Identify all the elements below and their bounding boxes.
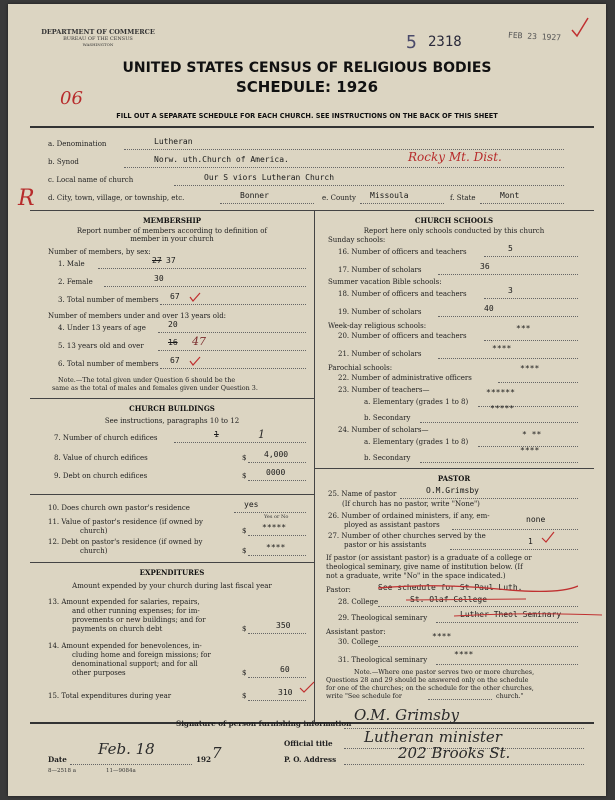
q8-value-label: 8. Value of church edifices	[54, 454, 148, 462]
census-schedule-page	[8, 4, 606, 796]
pastor-note-blank	[428, 699, 492, 700]
church-schools-subheading: Report here only schools conducted by this church	[363, 227, 545, 235]
department-name: DEPARTMENT OF COMMERCE	[41, 28, 155, 36]
pastor-heading: PASTOR	[437, 474, 471, 483]
q16-label: 16. Number of officers and teachers	[338, 248, 467, 256]
q2-female-label: 2. Female	[58, 278, 93, 286]
q21-line	[438, 358, 578, 359]
q1-struck-value: 27	[152, 256, 162, 265]
q7-struck-value: 1	[214, 430, 219, 439]
q29-red-strike-icon	[454, 608, 604, 622]
graduate-instruction-2: theological seminary, give name of institution below. (If	[326, 563, 523, 571]
date-line	[70, 764, 192, 765]
official-title-value: Lutheran minister	[364, 728, 502, 746]
q1-line	[98, 268, 306, 269]
q23a-label: a. Elementary (grades 1 to 8)	[364, 398, 469, 406]
synod-value: Norw. uth.Church of America.	[154, 155, 289, 164]
q31-label: 31. Theological seminary	[338, 656, 428, 664]
denomination-label: a. Denomination	[48, 140, 107, 148]
q18-value: 3	[508, 286, 513, 295]
q14-dollar-sign: $	[242, 669, 247, 677]
date-label: Date	[48, 755, 67, 764]
church-buildings-subheading: See instructions, paragraphs 10 to 12	[104, 417, 240, 425]
q27-value: 1	[528, 537, 533, 546]
q4-under13-label: 4. Under 13 years of age	[58, 324, 146, 332]
q29-label: 29. Theological seminary	[338, 614, 428, 622]
graduate-instruction-3: not a graduate, write "No" in the space indicated.)	[326, 572, 506, 580]
q21-label: 21. Number of scholars	[338, 350, 422, 358]
q8-dollar-sign: $	[242, 454, 247, 462]
q28-college-value: St. Olaf College	[410, 595, 488, 604]
state-label: f. State	[450, 194, 476, 202]
q6-total-label: 6. Total number of members	[58, 360, 159, 368]
q25-line	[400, 498, 578, 499]
county-value: Missoula	[370, 191, 409, 200]
q24a-label: a. Elementary (grades 1 to 8)	[364, 438, 469, 446]
q15-red-check-icon	[298, 680, 316, 694]
info-divider	[30, 210, 594, 211]
buildings-divider	[30, 562, 314, 563]
q26-line	[452, 529, 578, 530]
q4-line	[158, 332, 306, 333]
q12-residence-debt-label-1: 12. Debt on pastor's residence (if owned by	[48, 538, 203, 546]
stamp-prefix: 5	[406, 32, 417, 53]
q8-value-value: 4,000	[264, 450, 289, 459]
q3-total-value: 67	[170, 292, 180, 301]
q27-label-1: 27. Number of other churches served by the	[328, 532, 486, 540]
q13-label-3: provements or new buildings; and for	[72, 616, 206, 624]
q24b-value: ****	[520, 446, 540, 455]
q12-dollar-sign: $	[242, 547, 247, 555]
received-date-stamp: FEB 23 1927	[507, 30, 562, 43]
q13-running-expenses-value: 350	[276, 621, 291, 630]
q27-line	[450, 549, 578, 550]
q19-line	[438, 316, 578, 317]
q6-total-value: 67	[170, 356, 180, 365]
date-value: Feb. 18	[98, 740, 155, 758]
assistant-pastor-subheading: Assistant pastor:	[326, 628, 386, 636]
q2-female-value: 30	[154, 274, 164, 283]
q9-debt-value: 0000	[266, 468, 286, 477]
q20-line	[484, 340, 578, 341]
q31-line	[436, 664, 578, 665]
q10-residence-label: 10. Does church own pastor's residence	[48, 504, 190, 512]
bureau-city: WASHINGTON	[82, 42, 114, 47]
q18-line	[484, 298, 578, 299]
q13-dollar-sign: $	[242, 625, 247, 633]
q28-line	[378, 606, 578, 607]
q7-edifices-value: 1	[258, 428, 265, 441]
city-value: Bonner	[240, 191, 269, 200]
column-divider	[314, 210, 315, 722]
synod-label: b. Synod	[48, 158, 79, 166]
sunday-schools-heading: Sunday schools:	[328, 236, 386, 244]
print-number: 11—9084a	[106, 768, 136, 774]
q5-struck-value: 16	[168, 338, 178, 347]
q8-line	[248, 462, 306, 463]
margin-red-annotation: R	[18, 186, 35, 211]
q15-dollar-sign: $	[242, 692, 247, 700]
q14-line	[248, 677, 306, 678]
q28-college-red-strike-icon	[406, 594, 526, 606]
q13-label-4: payments on church debt	[72, 625, 163, 633]
state-line	[480, 203, 564, 204]
q10-residence-value: yes	[244, 500, 259, 509]
q17-line	[438, 274, 578, 275]
form-number: 8—2518 a	[48, 768, 77, 774]
general-instruction: FILL OUT A SEPARATE SCHEDULE FOR EACH CHURCH. SEE INSTRUCTIONS ON THE BACK OF THIS SHEET	[116, 112, 498, 120]
q28-label: 28. College	[338, 598, 379, 606]
pastor-subheading: Pastor:	[326, 586, 351, 594]
q13-label-1: 13. Amount expended for salaries, repairs,	[48, 598, 200, 606]
graduate-instruction-1: If pastor (or assistant pastor) is a graduate of a college or	[326, 554, 532, 562]
q20-label: 20. Number of officers and teachers	[338, 332, 467, 340]
q13-line	[248, 633, 306, 634]
q3-line	[160, 304, 306, 305]
address-line	[344, 764, 584, 765]
q9-dollar-sign: $	[242, 472, 247, 480]
q12-line	[248, 555, 306, 556]
q22-label: 22. Number of administrative officers	[338, 374, 472, 382]
q5-over13-value: 47	[192, 335, 206, 348]
buildings-mid-divider	[30, 494, 314, 495]
q11-line	[248, 535, 306, 536]
q31-value: ****	[454, 650, 474, 659]
county-label: e. County	[322, 194, 356, 202]
q1-male-value: 37	[166, 256, 176, 265]
signature-label: Signature of person furnishing information	[176, 719, 352, 728]
q29-line	[436, 622, 578, 623]
members-by-sex-heading: Number of members, by sex:	[48, 248, 151, 256]
q24-label: 24. Number of scholars—	[338, 426, 429, 434]
expenditures-subheading: Amount expended by your church during last fiscal year	[72, 582, 272, 590]
q23a-value: ******	[486, 388, 515, 397]
membership-note-1: Note.—The total given under Question 6 should be the	[58, 376, 236, 384]
expenditures-heading: EXPENDITURES	[139, 568, 205, 577]
pastor-note-5: church."	[496, 692, 524, 700]
bureau-name: BUREAU OF THE CENSUS	[63, 36, 133, 42]
q28-struck-value: See schedule for St Paul Luth.	[378, 583, 523, 592]
weekday-schools-heading: Week-day religious schools:	[328, 322, 427, 330]
q27-label-2: pastor or his assistants	[344, 541, 427, 549]
q5-over13-label: 5. 13 years old and over	[58, 342, 144, 350]
q14-label-2: cluding home and foreign missions; for	[72, 651, 211, 659]
q25-pastor-name: O.M.Grimsby	[426, 486, 479, 495]
q30-line	[378, 646, 578, 647]
q16-line	[484, 256, 578, 257]
official-title-label: Official title	[284, 739, 333, 748]
city-line	[220, 203, 314, 204]
q4-under13-value: 20	[168, 320, 178, 329]
address-value: 202 Brooks St.	[398, 744, 511, 762]
church-buildings-heading: CHURCH BUILDINGS	[129, 404, 215, 413]
synod-red-annotation: Rocky Mt. Dist.	[408, 150, 502, 164]
membership-divider	[30, 398, 314, 399]
form-title: UNITED STATES CENSUS OF RELIGIOUS BODIES	[122, 60, 492, 76]
q14-benevolences-value: 60	[280, 665, 290, 674]
q7-line	[174, 442, 306, 443]
q11-residence-value-label-2: church)	[80, 527, 108, 535]
schedule-number-stamp: 2318	[428, 34, 462, 50]
synod-line	[124, 167, 564, 168]
q17-label: 17. Number of scholars	[338, 266, 422, 274]
q11-residence-value: *****	[262, 523, 287, 532]
q24b-line	[420, 462, 578, 463]
q6-line	[160, 368, 306, 369]
q15-line	[248, 700, 306, 701]
summer-schools-heading: Summer vacation Bible schools:	[328, 278, 442, 286]
q26-value: none	[526, 515, 546, 524]
red-check-mark-icon	[568, 14, 592, 40]
q15-total-value: 310	[278, 688, 293, 697]
q25-label: 25. Name of pastor	[328, 490, 397, 498]
q25-hint: (If church has no pastor, write "None")	[342, 500, 480, 508]
q10-yes-no-hint: Yes or No	[264, 514, 289, 520]
q22-line	[498, 382, 578, 383]
q14-label-3: denominational support; and for all	[72, 660, 198, 668]
membership-heading: MEMBERSHIP	[142, 216, 202, 225]
q26-label-1: 26. Number of ordained ministers, if any, em-	[328, 512, 490, 520]
membership-note-2: same as the total of males and females given under Question 3.	[52, 384, 258, 392]
q27-red-check-icon	[540, 530, 556, 544]
church-name-line	[174, 185, 564, 186]
q23-label: 23. Number of teachers—	[338, 386, 430, 394]
q18-label: 18. Number of officers and teachers	[338, 290, 467, 298]
q26-label-2: ployed as assistant pastors	[344, 521, 440, 529]
pastor-note-2: Questions 28 and 29 should be answered only on the schedule	[326, 676, 529, 684]
q11-residence-value-label-1: 11. Value of pastor's residence (if owned by	[48, 518, 203, 526]
q3-red-check-icon	[188, 291, 202, 303]
schedule-heading: SCHEDULE: 1926	[235, 78, 379, 96]
church-name-value: Our S viors Lutheran Church	[204, 173, 335, 182]
header-divider	[30, 126, 594, 128]
q30-value: ****	[432, 632, 452, 641]
q19-value: 40	[484, 304, 494, 313]
q21-value: ****	[492, 344, 512, 353]
q20-value: ***	[516, 324, 531, 333]
year-value: 7	[212, 744, 222, 762]
q22-value: ****	[520, 364, 540, 373]
q11-dollar-sign: $	[242, 527, 247, 535]
church-schools-heading: CHURCH SCHOOLS	[414, 216, 494, 225]
denomination-value: Lutheran	[154, 137, 193, 146]
red-code-annotation: 06	[60, 88, 83, 109]
state-value: Mont	[500, 191, 520, 200]
membership-intro-2: member in your church	[130, 235, 214, 243]
signature-value: O.M. Grimsby	[354, 706, 460, 724]
members-by-age-heading: Number of members under and over 13 years old:	[48, 312, 227, 320]
pastor-note-1: Note.—Where one pastor serves two or more churches,	[354, 668, 535, 676]
q9-line	[248, 480, 306, 481]
address-label: P. O. Address	[284, 755, 337, 764]
county-line	[360, 203, 444, 204]
q5-line	[158, 350, 306, 351]
q23b-line	[420, 422, 578, 423]
parochial-schools-heading: Parochial schools:	[328, 364, 393, 372]
year-prefix: 192	[196, 755, 212, 764]
q23b-label: b. Secondary	[364, 414, 411, 422]
q16-value: 5	[508, 244, 513, 253]
church-name-label: c. Local name of church	[48, 176, 134, 184]
q24b-label: b. Secondary	[364, 454, 411, 462]
schools-divider	[314, 468, 594, 469]
q17-value: 36	[480, 262, 490, 271]
q15-total-label: 15. Total expenditures during year	[48, 692, 172, 700]
q1-male-label: 1. Male	[58, 260, 85, 268]
q14-label-1: 14. Amount expended for benevolences, in-	[48, 642, 202, 650]
q7-edifices-label: 7. Number of church edifices	[54, 434, 158, 442]
membership-intro-1: Report number of members according to definition of	[76, 227, 268, 235]
q24a-value: * **	[522, 430, 542, 439]
q3-total-label: 3. Total number of members	[58, 296, 159, 304]
q12-residence-debt-value: ****	[266, 543, 286, 552]
q19-label: 19. Number of scholars	[338, 308, 422, 316]
q9-debt-label: 9. Debt on church edifices	[54, 472, 148, 480]
q30-label: 30. College	[338, 638, 379, 646]
q10-line	[234, 512, 306, 513]
pastor-note-4: write "See schedule for	[326, 692, 402, 700]
pastor-note-3: for one of the churches; on the schedule for the other churches,	[326, 684, 534, 692]
q12-residence-debt-label-2: church)	[80, 547, 108, 555]
q23b-value: *****	[490, 404, 515, 413]
city-label: d. City, town, village, or township, etc.	[48, 194, 185, 202]
q14-label-4: other purposes	[72, 669, 126, 677]
q29-seminary-value: Luther Theol Seminary	[460, 610, 562, 619]
q2-line	[104, 286, 306, 287]
q13-label-2: and other running expenses; for im-	[72, 607, 200, 615]
q6-red-check-icon	[188, 355, 202, 367]
